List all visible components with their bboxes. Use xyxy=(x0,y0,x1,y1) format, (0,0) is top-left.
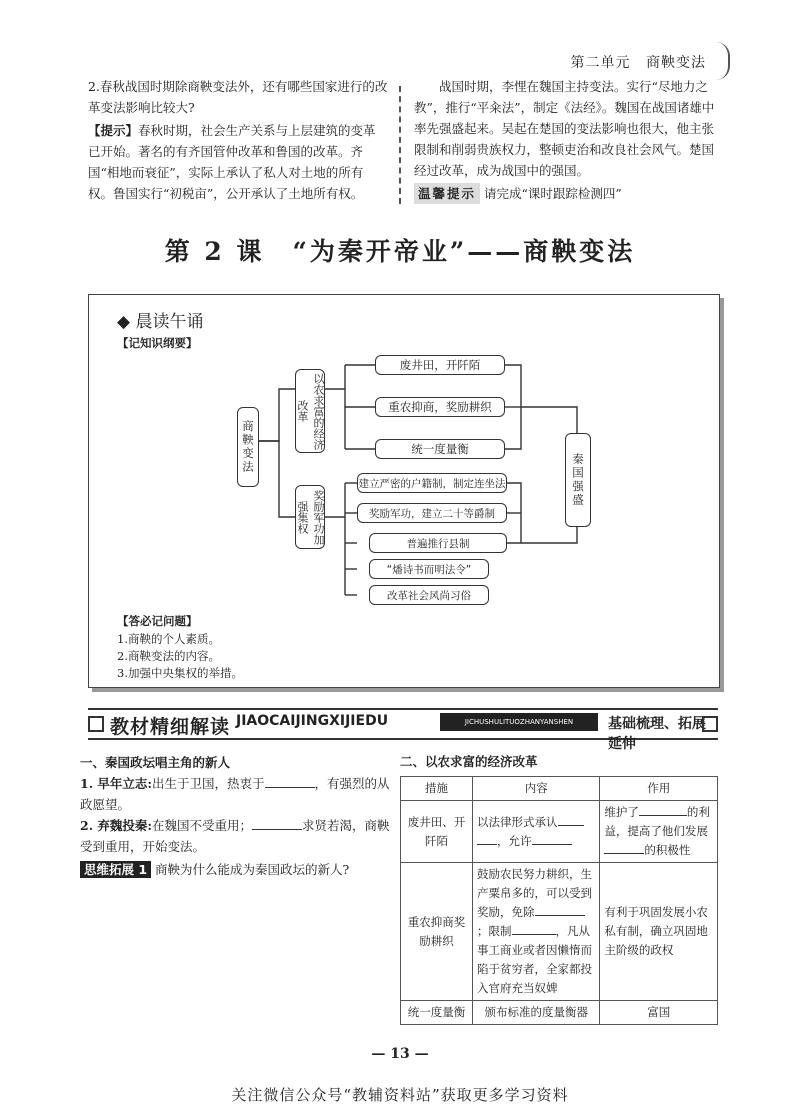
answer-item: 3.加强中央集权的举措。 xyxy=(117,666,243,680)
table-row xyxy=(401,801,718,863)
square-icon xyxy=(88,716,104,732)
reform-table xyxy=(400,776,718,1025)
right-top-column xyxy=(414,76,724,204)
table-cell-content: 颁布标准的度量衡器 xyxy=(473,1001,600,1025)
mindmap-result: 秦国强盛 xyxy=(565,433,591,527)
fill-blank[interactable] xyxy=(477,844,497,845)
mindmap-leaf: 重农抑商，奖励耕织 xyxy=(375,397,505,417)
mindmap-leaf: “燔诗书而明法令” xyxy=(369,559,489,579)
fill-blank[interactable] xyxy=(532,844,572,845)
mindmap-branch-economy: 以农求富的经济改革 xyxy=(295,369,325,453)
header-brace-decoration xyxy=(712,42,730,80)
table-header-cell: 内容 xyxy=(473,777,600,801)
lesson-title: 第 2 课 “为秦开帝业”——商鞅变法 xyxy=(164,237,636,266)
cell-text: ，凡从事工商业或者因懒惰而陷于贫穷者，全家都投入官府充当奴婢 xyxy=(477,924,593,995)
think-text: 商鞅为什么能成为秦国政坛的新人? xyxy=(155,862,350,877)
cell-text: 的积极性 xyxy=(644,843,691,857)
cell-text: ，允许 xyxy=(497,833,532,848)
unit-label: 第二单元 xyxy=(570,55,631,71)
footer-note: 关注微信公众号“教辅资料站”获取更多学习资料 xyxy=(231,1086,569,1104)
tip-text: 请完成“课时跟踪检测四” xyxy=(484,186,622,201)
fill-blank[interactable] xyxy=(604,853,644,854)
topic-label: 商鞅变法 xyxy=(646,55,706,71)
table-cell-effect: 富国 xyxy=(600,1001,718,1025)
left-top-column xyxy=(88,76,388,204)
mindmap-leaf: 改革社会风尚习俗 xyxy=(369,585,489,605)
fill-blank[interactable] xyxy=(252,829,302,830)
square-icon xyxy=(702,716,718,732)
cell-text: 以法律形式承认 xyxy=(477,814,558,829)
section-pinyin: JIAOCAIJINGXIJIEDU xyxy=(236,713,389,729)
table-cell-content xyxy=(473,863,600,1001)
question-text: 2.春秋战国时期除商鞅变法外，还有哪些国家进行的改革变法影响比较大? xyxy=(88,79,388,115)
section-right-label: 基础梳理、拓展延伸 xyxy=(608,716,706,752)
page-number: — 13 — xyxy=(371,1046,429,1062)
item1-label: 1. 早年立志: xyxy=(80,776,153,791)
section-bar xyxy=(88,708,718,752)
mindmap-leaf: 奖励军功，建立二十等爵制 xyxy=(357,503,507,523)
table-header-cell: 作用 xyxy=(600,777,718,801)
fill-blank[interactable] xyxy=(265,787,315,788)
mindmap-leaf: 统一度量衡 xyxy=(375,439,505,459)
hint-text: 春秋时期，社会生产关系与上层建筑的变革已开始。著名的有齐国管仲改革和鲁国的改革。齐国“相地而衰征”，实际上承认了私人对土地的所有权。鲁国实行“初税亩”，公开承认了土地所有权。 xyxy=(88,123,376,201)
hint-label: 【提示】 xyxy=(88,123,139,138)
fill-blank[interactable] xyxy=(558,825,584,826)
tip-label: 温馨提示 xyxy=(414,183,480,204)
table-row xyxy=(401,1001,718,1025)
table-row xyxy=(401,863,718,1001)
mindmap-leaf: 普遍推行县制 xyxy=(369,533,507,553)
part1-block xyxy=(80,752,390,880)
table-cell-effect xyxy=(600,801,718,863)
morning-heading: ◆ 晨读午诵 xyxy=(117,312,204,332)
running-header xyxy=(571,52,706,72)
morning-review-box xyxy=(88,294,720,688)
cell-text: 限制 xyxy=(488,924,512,938)
answer-item: 1.商鞅的个人素质。 xyxy=(117,632,220,646)
item2-label: 2. 弃魏投秦: xyxy=(80,818,153,833)
fill-blank[interactable] xyxy=(639,815,687,816)
cell-text: 的利益，提高了他们发展 xyxy=(604,805,710,838)
cell-text: 维护了 xyxy=(604,805,639,819)
table-header-row xyxy=(401,777,718,801)
column-divider xyxy=(399,86,401,204)
item1-text: 出生于卫国，热衷于 xyxy=(152,776,265,791)
answer-label: 【答必记问题】 xyxy=(117,614,198,628)
table-cell-effect: 有利于巩固发展小农私有制，确立巩固地主阶级的政权 xyxy=(600,863,718,1001)
answer-list xyxy=(117,631,243,682)
section-small-tag: JICHUSHULITUOZHANYANSHEN xyxy=(440,713,598,731)
outline-label: 【记知识纲要】 xyxy=(117,336,198,350)
item1-text-end: ，有强烈的从政愿望。 xyxy=(80,776,390,812)
mindmap-leaf: 废井田，开阡陌 xyxy=(375,355,505,375)
fill-blank[interactable] xyxy=(535,915,585,916)
section-title: 教材精细解读 xyxy=(110,716,231,738)
think-badge: 思维拓展 1 xyxy=(80,861,151,878)
fill-blank[interactable] xyxy=(512,934,556,935)
part2-block xyxy=(400,752,730,1025)
item2-text-end: 求贤若渴，商鞅受到重用，开始变法。 xyxy=(80,818,390,854)
table-cell-measure: 重农抑商奖励耕织 xyxy=(401,863,473,1001)
part1-heading: 一、秦国政坛唱主角的新人 xyxy=(80,755,231,770)
reform-text: 战国时期，李悝在魏国主持变法。实行“尽地力之教”，推行“平籴法”，制定《法经》。魏国在战国诸雄中率先强盛起来。吴起在楚国的变法影响也很大，他主张限制和削弱贵族权力，整顿吏治和改良社会风气。楚国经过改革，成为战国中的强国。 xyxy=(414,79,715,178)
table-cell-measure: 统一度量衡 xyxy=(401,1001,473,1025)
mindmap-leaf: 建立严密的户籍制，制定连坐法 xyxy=(357,473,507,493)
part2-heading: 二、以农求富的经济改革 xyxy=(400,754,538,769)
table-cell-content xyxy=(473,801,600,863)
answer-item: 2.商鞅变法的内容。 xyxy=(117,649,220,663)
cell-text: ； xyxy=(477,924,489,938)
mindmap-branch-military: 奖励军功加强集权 xyxy=(295,485,325,549)
mindmap-root: 商鞅变法 xyxy=(237,407,259,487)
table-header-cell: 措施 xyxy=(401,777,473,801)
table-cell-measure: 废井田、开阡陌 xyxy=(401,801,473,863)
cell-text: 鼓励农民努力耕织，生产粟帛多的，可以受到奖励，免除 xyxy=(477,867,593,919)
item2-text: 在魏国不受重用； xyxy=(152,818,253,833)
